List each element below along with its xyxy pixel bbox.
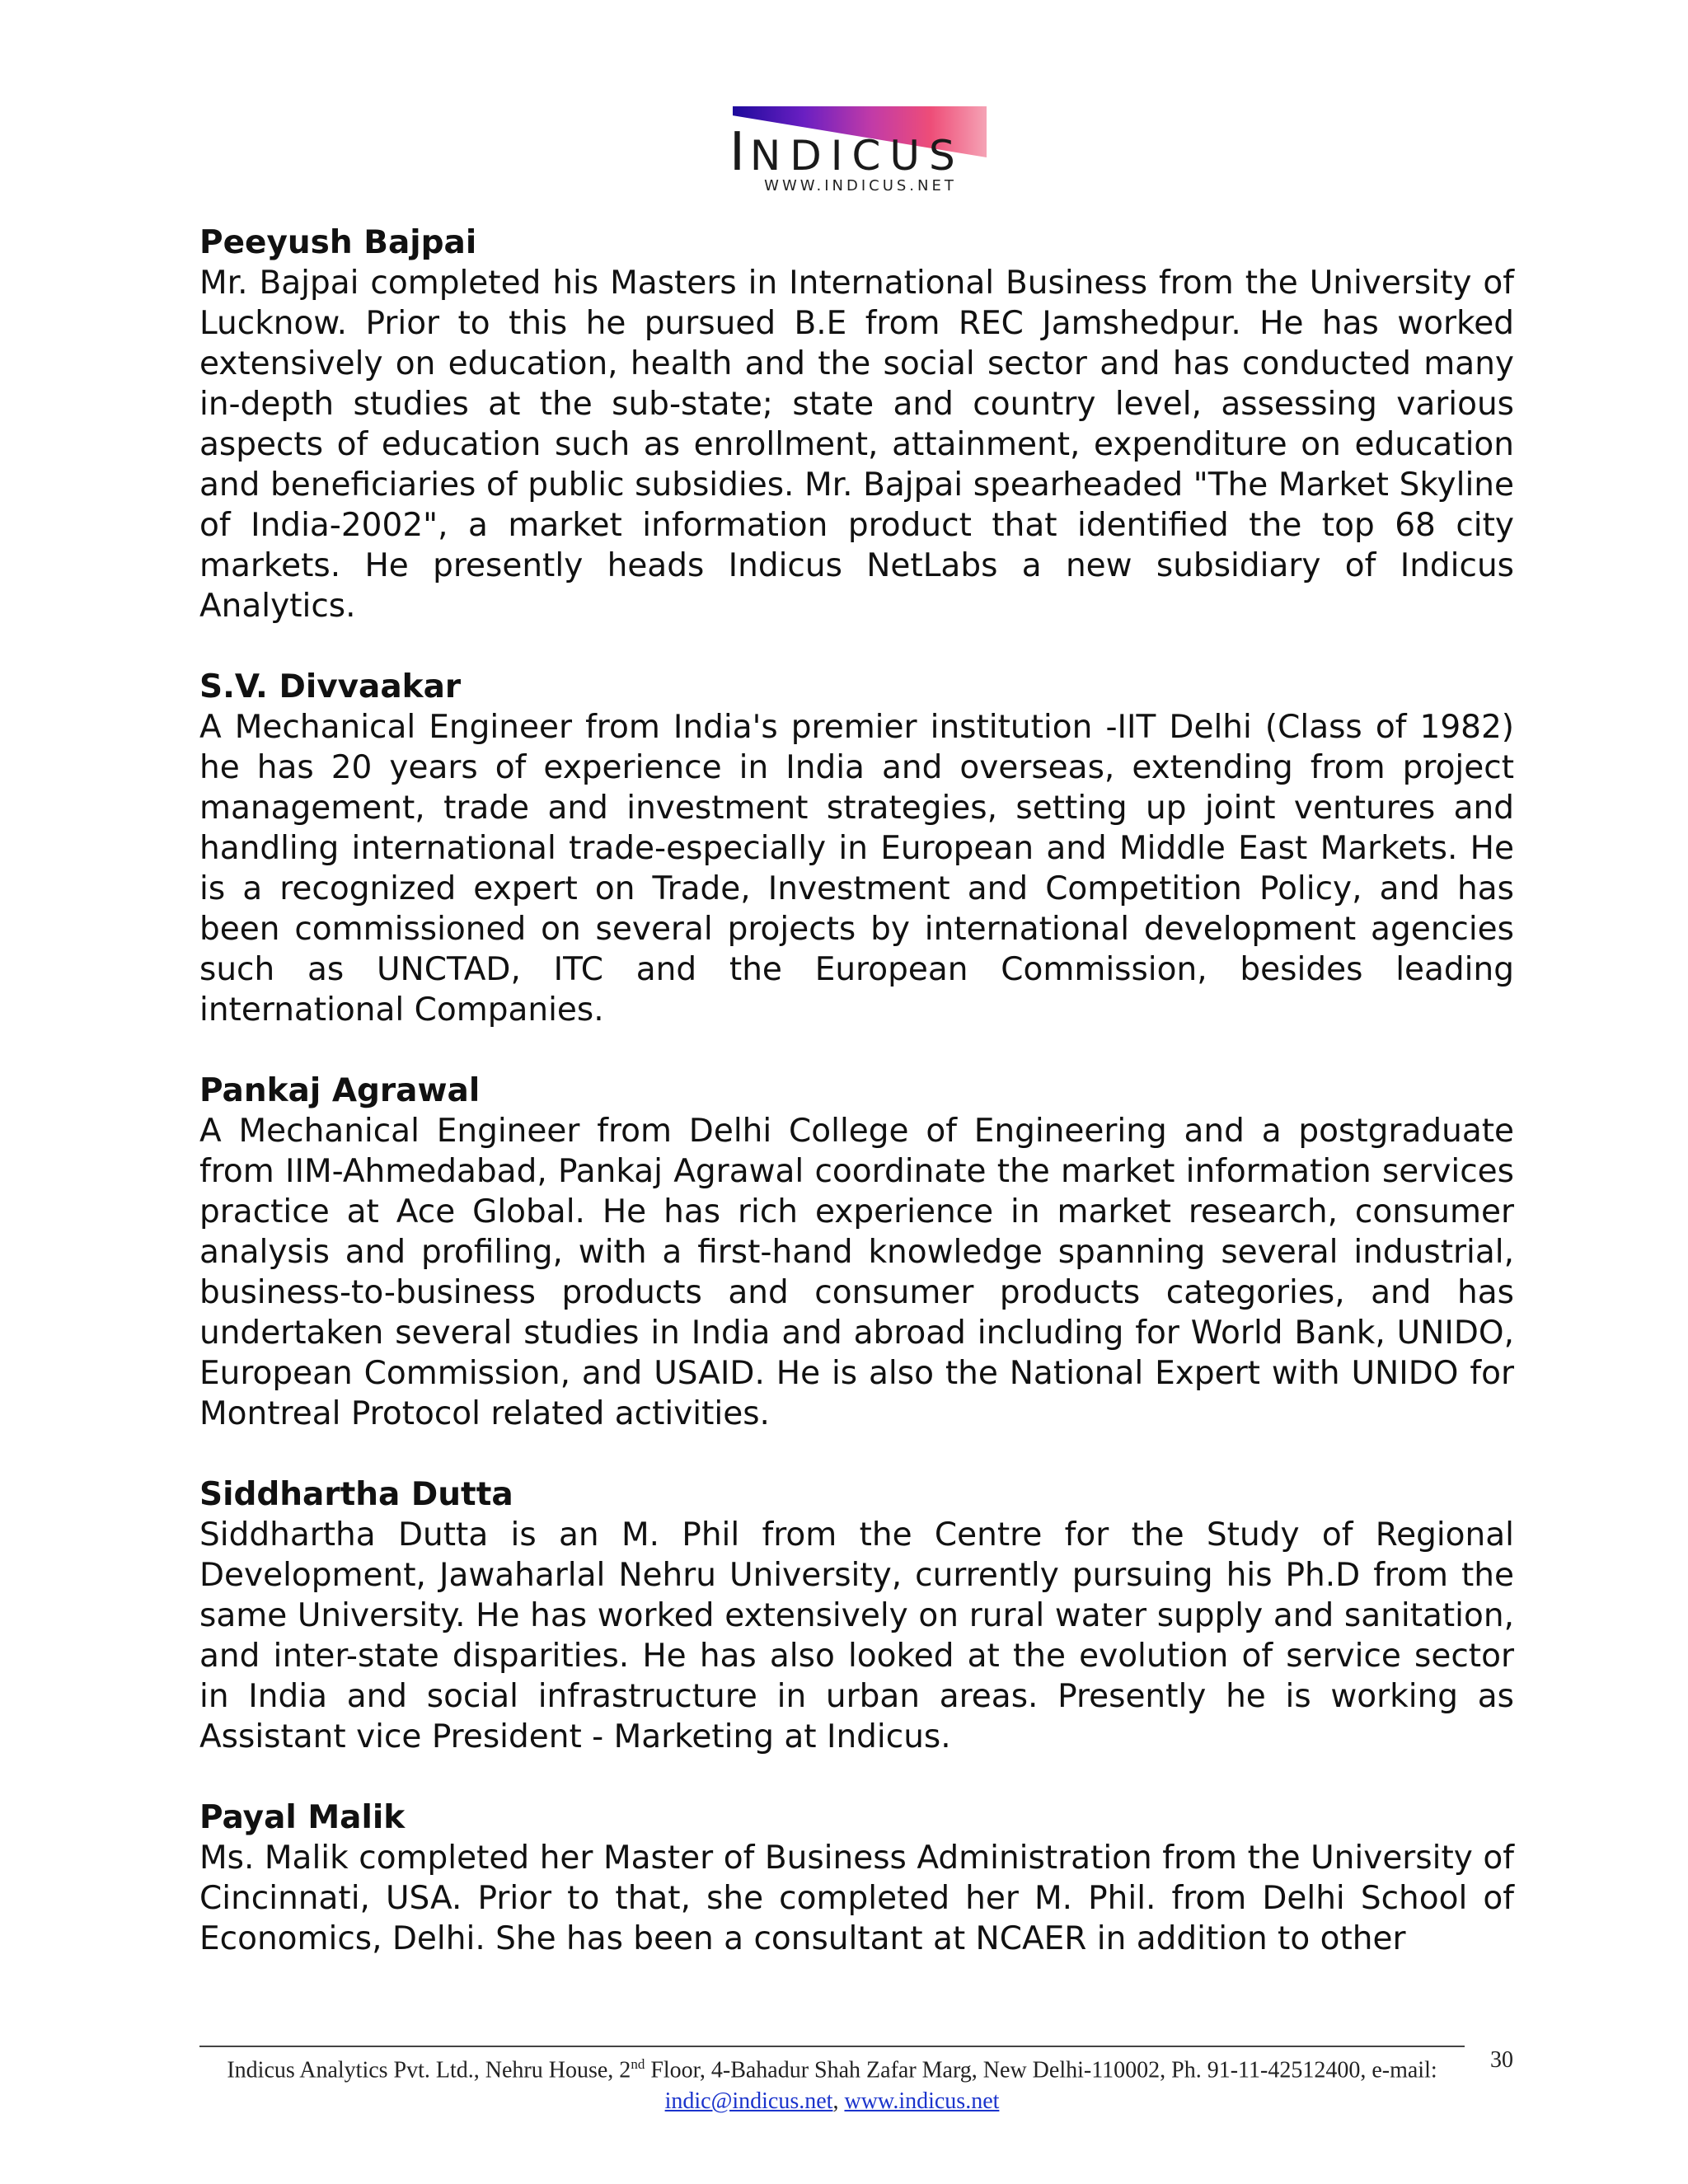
footer-website-link[interactable]: www.indicus.net xyxy=(844,2088,1000,2115)
person-bio: A Mechanical Engineer from India's premier institution -IIT Delhi (Class of 1982) he has 20 years of experience in India and overseas, extending from project management, trade and investment strategies, setting up joint ventures and handling international trade-especially in European and Middle East Markets. He is a recognized expert on Trade, Investment and Competition Policy, and has been commissioned on several projects by international development agencies such as UNCTAD, ITC and the European Commission, besides leading international Companies. xyxy=(199,709,1514,1029)
person-block xyxy=(199,1474,1514,1757)
logo-wordmark: INDICUS xyxy=(729,122,964,183)
footer-superscript: nd xyxy=(631,2056,645,2072)
bio-section xyxy=(199,223,1514,1999)
page-footer xyxy=(199,2049,1465,2117)
footer-divider xyxy=(199,2046,1465,2047)
person-name: S.V. Divvaakar xyxy=(199,668,462,705)
person-block xyxy=(199,1071,1514,1434)
person-bio: Mr. Bajpai completed his Masters in International Business from the University of Lucknow. Prior to this he pursued B.E from REC Jamshedpur. He has worked extensively on education, health and the social sector and has conducted many in-depth studies at the sub-state; state and country level, assessing various aspects of education such as enrollment, attainment, expenditure on education and beneficiaries of public subsidies. Mr. Bajpai spearheaded "The Market Skyline of India-2002", a market information product that identified the top 68 city markets. He presently heads Indicus NetLabs a new subsidiary of Indicus Analytics. xyxy=(199,265,1514,625)
indicus-logo xyxy=(729,103,989,195)
footer-separator: , xyxy=(832,2088,845,2115)
page-number: 30 xyxy=(1490,2047,1513,2073)
person-name: Siddhartha Dutta xyxy=(199,1476,513,1513)
person-block xyxy=(199,223,1514,626)
person-block xyxy=(199,667,1514,1030)
footer-address: Indicus Analytics Pvt. Ltd., Nehru House, 2 xyxy=(227,2057,631,2083)
logo-url: WWW.INDICUS.NET xyxy=(764,177,957,194)
footer-email-link[interactable]: indic@indicus.net xyxy=(664,2088,833,2115)
person-bio: Siddhartha Dutta is an M. Phil from the Centre for the Study of Regional Development, Jawaharlal Nehru University, currently pursuing his Ph.D from the same University. He has worked extensively on rural water supply and sanitation, and inter-state disparities. He has also looked at the evolution of service sector in India and social infrastructure in urban areas. Presently he is working as Assistant vice President - Marketing at Indicus. xyxy=(199,1516,1514,1755)
person-name: Pankaj Agrawal xyxy=(199,1072,481,1109)
person-name: Peeyush Bajpai xyxy=(199,224,477,261)
footer-address-cont: Floor, 4-Bahadur Shah Zafar Marg, New Delhi-110002, Ph. 91-11-42512400, e-mail: xyxy=(645,2057,1437,2083)
person-block xyxy=(199,1797,1514,1959)
person-name: Payal Malik xyxy=(199,1799,406,1836)
person-bio: A Mechanical Engineer from Delhi College of Engineering and a postgraduate from IIM-Ahmedabad, Pankaj Agrawal coordinate the market information services practice at Ace Global. He has rich experience in market research, consumer analysis and profiling, with a first-hand knowledge spanning several industrial, business-to-business products and consumer products categories, and has undertaken several studies in India and abroad including for World Bank, UNIDO, European Commission, and USAID. He is also the National Expert with UNIDO for Montreal Protocol related activities. xyxy=(199,1113,1514,1432)
person-bio: Ms. Malik completed her Master of Business Administration from the University of Cincinnati, USA. Prior to that, she completed her M. Phil. from Delhi School of Economics, Delhi. She has been a consultant at NCAER in addition to other xyxy=(199,1840,1514,1957)
